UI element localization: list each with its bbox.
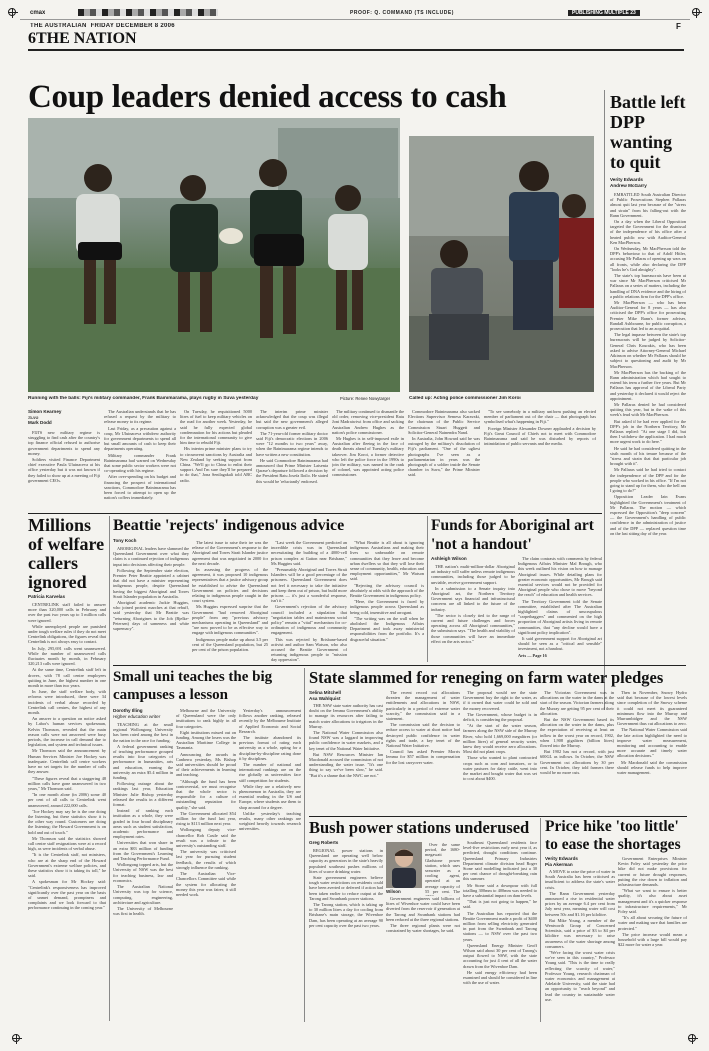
side-byline-1: Verity Edwards xyxy=(610,177,643,182)
side-para: On a day when the Liberal Opposition targeted the Government for the dismissal of the independence of his office after a heated public row with Auditor-General Ken MacPherson. xyxy=(610,219,686,245)
bush-para: The Australian has reported that the Beattie Government made a profit of $400 million from selling electricity generated in part from the Swanbank and Tarong stations — to NSW over the past two years. xyxy=(463,910,537,942)
lead-photo-koroi xyxy=(409,136,594,392)
uni-para: Announcing the awards in Canberra yesterday, Ms Bishop said universities should be proud of their achievements in learning and teaching. xyxy=(176,751,236,778)
side-para: Mr MacPherson has the backing of the Rann administration which had sought to extend his term a further five years. But Mr Pallaras has approval of the Liberal Party and yesterday it declared it would reject the appointment. xyxy=(610,369,686,401)
uni-para: A federal government ranking of teaching performance grouped results into four categories of performance in humanities, arts and education, earning the university an extra $5.4 million in funding. xyxy=(113,743,173,781)
price-byline-2: Pia Akerman xyxy=(545,861,573,867)
slug-center: PROOF: Q. COMMAND (TS INCLUDE) xyxy=(350,10,454,16)
folio-date: FRIDAY DECEMBER 8 2006 xyxy=(90,23,175,29)
funds-para: The claim contrasts with comments by federal Indigenous Affairs Minister Mal Brough, who this week outlined his vision on how to manage Aboriginal issues. While detailing plans for greater economic opportunities, Mr Brough said essential services would not be provided for Aboriginal people who chose to move "beyond the reach" of education and health services. xyxy=(518,556,602,598)
farm-col-1 xyxy=(309,703,383,813)
side-para: He said he had considered quitting in the sixth month of his tenure because of the "stress and strain that that particular job brought with it". xyxy=(610,445,686,467)
welfare-para: In June, the staff welfare body, with reforms were introduced, there were 34 incidents of verbal abuse recorded by Centrelink call centres, the highest of any month. xyxy=(28,689,106,716)
farm-para: Those who wanted to plant contracted crops such as corn and tomatoes, or to water pastures for dairy cattle, went into the market and bought water that was set to cost about $400. xyxy=(463,755,537,782)
uni-byline-1: Dorothy Illing xyxy=(113,708,143,713)
beattie-headline: Beattie 'rejects' indigenous advice xyxy=(113,517,345,534)
beattie-para: "What Beattie is all about is ignoring indigenous Australians and making their lives so unbearable on remote communities that they leave and become urban dwellers so that they will lose their sense of community, health, education and employment opportunities," Mr Watson said. xyxy=(350,540,424,582)
farm-byline xyxy=(309,690,383,701)
lead-photo-caption: Running with the balls: Fiji's military commander, Frank Bainimarama, plays rugby in Suva yesterday xyxy=(28,396,259,401)
bush-para: State government engineers believe tough water restrictions on residents could have been averted or deferred if action had been taken earlier to reduce output at the Tarong and Swanbank power stations. xyxy=(309,875,383,901)
welfare-para: In July, 295,691 calls went unanswered. While the number of unanswered calls fluctuates month by month, in February 320,213 calls were ignored. xyxy=(28,645,106,667)
farm-para: The National Water Commission said the late action highlighted the need to improve water measurement, monitoring and accounting to enable more accurate and timely water allocation decisions." xyxy=(617,727,687,759)
lower-rule xyxy=(309,816,687,817)
beattie-para: The latest issue to raise their ire was the release of the Government's response to the Aboriginal and Torres Strait Islander justice agreement that was negotiated in 2000 for the next decade. xyxy=(192,540,268,566)
lead-col-1 xyxy=(28,430,100,510)
farm-para: THE NSW state water authority has cast doubt on the Iemma Government's ability to manage its resources after failing to match water allocations to irrigators in the Murray. xyxy=(309,703,383,729)
funds-byline: Ashleigh Wilson xyxy=(431,556,467,561)
bush-col-2b xyxy=(386,896,460,1022)
farm-para: The proposal would see the state Government buy the right to the water, as if it owned that water could be sold and the money recovered. xyxy=(463,690,537,711)
slug-right: PUBLISHING MULTIPLE 23 xyxy=(568,10,640,16)
lead-para: Soldiers visited Finance Department chief executive Paula Uluinaceva at his office yesterday but it was not known if they failed to show up at a meeting of Fiji government CEOs. xyxy=(28,457,100,483)
farm-byline-1: Selina Mitchell xyxy=(309,690,341,695)
uni-para: Following outrage about the rankings last year, Education Minister Julie Bishop yesterday released the results in a different format. xyxy=(113,781,173,808)
lead-byline xyxy=(28,409,100,426)
side-para: Mr Pallaras denied he had considered quitting this year, but in the wake of this week's feud with Mr MacPherson. xyxy=(610,401,686,418)
farm-para: Mr Macdonald said the commission should release funds to help improve water management. xyxy=(617,759,687,776)
uni-para: The University of Melbourne was first in health. xyxy=(113,905,173,917)
uni-para: The institute abandoned its previous format of rating each university as a whole, opting for a discipline-by-discipline rating done it by disciplines. xyxy=(239,735,301,761)
beattie-divider xyxy=(427,516,428,662)
bush-col-3 xyxy=(463,840,537,1022)
funds-para: "The sector is closely tied to the range of current and future challenges and forces operating across all Aboriginal communities," the submission says. "The health and viability of those communities will have an immediate effect on the arts sector." xyxy=(431,612,515,644)
farm-para: The Government, whose budget is in deficit, is considering the proposal. xyxy=(463,711,537,723)
farm-para: The Victorian Government was in allocations on the water in the dams at the start of the season. Victorian farmers along the Murray are getting 95 per cent of their allocation. xyxy=(540,690,614,716)
funds-para: Arts — Page 16 xyxy=(518,652,547,658)
color-bars xyxy=(78,9,218,16)
beattie-col-1 xyxy=(113,546,189,662)
lead-para: "To see somebody in a military uniform pushing an elected member of parliament out of the chair — that photograph has symbolised what's happening in Fiji." xyxy=(484,409,596,425)
lead-col-4 xyxy=(256,409,328,510)
bush-para: Government engineers said billions of litres of Wivenhoe water could have been diverted from the reservoir if generation at the Tarong and Swanbank stations had been reduced at the three regional stations. xyxy=(386,896,460,922)
beattie-para: This was rejected by Brisbane-based activist and author Sam Watson, who also accused the Beattie Government of returning indigenous people to "mission day oppression". xyxy=(271,636,347,662)
beattie-col-2 xyxy=(192,540,268,662)
registration-mark-left xyxy=(8,8,16,16)
slug-left-code: cmax xyxy=(30,10,46,16)
lead-para: He said Commodore Bainimarama had announced that Prime Minister Laisenia Qarase's departure followed a decision by the President Ratu Josefa Iloilo. He stated this would be 'reluctantly' endorsed. xyxy=(256,457,328,484)
funds-para: THE nation's multi-million-dollar Aboriginal art industry will suffer unless remote indigenous communities, including those judged to be unviable, receive government support. xyxy=(431,564,515,585)
farm-para: Then in November, Snowy Hydro said that because of the lowest levels since completion of the Snowy scheme it could not meet its guaranteed minimum flow into the Murray and Murrumbidgee and the NSW Government thus cut allocations to zero. xyxy=(617,690,687,727)
lead-para: Military commander Frank Bainimarama had warned on Wednesday that some public sector workers were not co-operating with his regime. xyxy=(104,452,176,474)
bush-photo-wilson xyxy=(386,842,422,888)
beattie-para: Following the September state election, Premier Peter Beattie appointed a cabinet that did not have a minister representing indigenous people, despite Queensland having the biggest Aboriginal and Torres Strait Islander population in Australia. xyxy=(113,567,189,599)
uni-para: The Australian National University was top for science, computing, engineering, architecture and agriculture. xyxy=(113,884,173,905)
uni-para: Unlike yesterday's teaching results, many other rankings are weighted heavily towards research universities. xyxy=(239,810,301,832)
bush-para: "That is just not going to happen," he said. xyxy=(463,899,537,910)
uni-para: TEACHING at the small regional Wollongong University has been rated among the best in the nation in the race for funding. xyxy=(113,722,173,743)
funds-para: The Territory Government told the Senate committee, established after The Australian highlighted claims of unscrupulous "carpetbaggers" and commented on the high proportion of Aboriginal artists living in remote communities, that "any decline would have a significant policy implication". xyxy=(518,598,602,635)
lead-col-5 xyxy=(332,409,404,510)
lead-col-2 xyxy=(104,409,176,510)
uni-para: Instead of ranking each institution as a whole, they were graded in four broad disciplinary areas such as student satisfaction, academic performance and employment rates. xyxy=(113,808,173,840)
lead-para: Last Friday, as a precaution against a coup, Mr Uluinaceva withdrew authority for government departments to spend all but small amounts of cash to keep their departments operating. xyxy=(104,425,176,452)
side-para: The legal impasse between the state's top bureaucrats will be judged by Solicitor-General Chris Kourakis, who has been asked to advise Attorney-General Michael Atkinson on whether Mr Pallaras should be subject to questioning and audit by Mr MacPherson. xyxy=(610,332,686,369)
uni-para: Wollongong deputy vice-chancellor Rob Castle said the result was a tribute to the university's outstanding staff. xyxy=(176,827,236,849)
welfare-divider xyxy=(109,516,110,1021)
beattie-col-4 xyxy=(350,540,424,662)
side-headline: Battle left DPP wanting to quit xyxy=(610,92,686,172)
side-para: Mr Pallaras said he had tried to contact the independence of the DPP and for the people who worked in his office. "If I'm not going to stand up for them, who the hell am I going to do?" xyxy=(610,467,686,494)
bush-para: REGIONAL power stations in Queensland are operating well below capacity as generators in the state's heavily populated southeast pushes millions of litres of scarce drinking water. xyxy=(309,848,383,874)
bush-byline: Greg Roberts xyxy=(309,840,339,845)
price-byline xyxy=(545,856,615,867)
folio-paper xyxy=(30,23,175,29)
price-para: A MOVE to raise the price of water in South Australia has been criticised as insufficient to address the state's water crisis. xyxy=(545,869,615,890)
welfare-byline: Patricia Karvelas xyxy=(28,594,66,599)
price-headline: Price hike 'too little' to ease the shortages xyxy=(545,818,681,853)
lead-photo-rugby xyxy=(28,118,400,392)
price-para: "We're facing the worst water crisis we've seen in this country," Professor Young said. "This is the time to really reflecting the scarcity of water," Professor Young, research chairman of water economics and management at Adelaide University, said the state had an opportunity to "reach beyond" and lead the country in sustainable water use. xyxy=(545,950,615,1002)
price-para: "It's all about securing the future of water and making sure that families are protected." xyxy=(618,915,687,931)
beattie-byline: Tony Koch xyxy=(113,538,137,543)
welfare-body xyxy=(28,602,106,1020)
section-rule xyxy=(28,49,684,51)
uni-para: The university was criticised last year for pursuing student feedback, the results of which strongly influence the ranking. xyxy=(176,849,236,870)
bush-para: He said energy efficiency had been examined and should be considered in line with the use of water. xyxy=(463,969,537,986)
price-byline-1: Verity Edwards xyxy=(545,856,578,861)
welfare-headline: Millions of welfare callers ignored xyxy=(28,516,105,592)
lead-byline-1: Simon Kearney xyxy=(28,409,62,414)
price-col-2 xyxy=(618,856,687,1022)
price-col-1 xyxy=(545,869,615,1022)
welfare-para: While unemployed people are punished under tough welfare rules if they do not meet Centrelink obligations, the figures reveal that Centrelink is not always easy to contact. xyxy=(28,623,106,645)
side-body xyxy=(610,192,686,710)
folio-paper-name: THE AUSTRALIAN xyxy=(30,23,87,29)
funds-para: In a submission to a Senate inquiry into Aboriginal art, the Northern Territory Government says financial and infrastructural concerns are all linked to the future of the industry. xyxy=(431,585,515,612)
uni-col-2 xyxy=(176,708,236,1022)
side-column-divider xyxy=(604,90,605,710)
beattie-para: "The writing was on the wall when he abolished the Indigenous Affairs Department and took away ministerial responsibilities from the portfolio. It's a disgraceful situation." xyxy=(350,615,424,642)
farm-byline-2: Asa Wahlquist xyxy=(309,695,341,701)
uni-col-3 xyxy=(239,708,301,1022)
farm-col-5 xyxy=(617,690,687,813)
lead-col-3 xyxy=(180,409,252,510)
mid-rule xyxy=(113,665,686,666)
beattie-para: Ms Huggins expressed surprise that the Government "had removed Aboriginal people" from any "previous advisory mechanisms operating in Queensland" and "are now proved to be as effective way to engage with indigenous communities". xyxy=(192,604,268,636)
farm-col-4 xyxy=(540,690,614,813)
lead-para: The 71-year-old former military doctor said Fiji's democratic elections in 2006 were "12 months to two years" away, when the Bainimarama regime intends to have written a new constitution. xyxy=(256,430,328,457)
registration-mark-right xyxy=(692,8,700,16)
uni-byline-2: Higher education writer xyxy=(113,713,161,719)
lead-col-7 xyxy=(484,409,596,510)
beattie-para: Indigenous people make up about 3.5 per cent of the Queensland population, but 25 per cent of the prison population. xyxy=(192,636,268,653)
farm-col-3 xyxy=(463,690,537,813)
lead-para: His interim prime minister plans to try to circumvent sanctions by Australia and New Zealand by seeking support from China. "We'll go to China to enlist their support. And I'm sure they'll be prepared to do that," Jona Senilagakali told ABC radio. xyxy=(180,446,252,483)
side-para: The state's top bureaucrats have been at war since Mr MacPherson criticised Mr Pallaras on a series of matters, including the handling of DNA evidence and the hiring of a public relations firm for the DPP's office. xyxy=(610,273,686,299)
beattie-para: In assessing the progress of the agreement, it was proposed 10 indigenous representatives that a justice advisory group be established to advise the Queensland Government on policies and decisions relating to indigenous people caught in the court system. xyxy=(192,567,268,604)
uni-para: While they are a relatively new phenomenon in Australia, they are essential reading in the US and Europe, where students use them to shop around for a degree. xyxy=(239,783,301,810)
side-byline-2: Andrew McGarry xyxy=(610,182,647,188)
beattie-para: ABORIGINAL leaders have slammed the Queensland Government over what they claim is a continued rejection of indigenous input into decisions affecting their people. xyxy=(113,546,189,567)
welfare-para: At the same time, Centrelink staff left in droves, with 78 call centre employees quitting in June, the highest number in one month in more than two years. xyxy=(28,667,106,689)
lead-para: In Australia, John Howard said he was outraged by the military's dissolution of Fiji's parliament. "One of the ugliest photographs I've seen as a parliamentarian in years was the photograph of a soldier inside the Senate chamber in Suva," the Prime Minister said. xyxy=(408,436,480,478)
welfare-para: "It is the Centrelink staff, not ministers, who are at the sharp end of the Howard Government's extreme welfare policies, and these statistics show it is taking its toll," he said. xyxy=(28,852,106,879)
section-name: THE NATION xyxy=(36,30,137,47)
farm-para: Council has asked Premier Morris Iemma for $57 million in compensation for the lost carryover water. xyxy=(386,749,460,765)
lead-headline: Coup leaders denied access to cash xyxy=(28,79,507,115)
beattie-para: Aboriginal academic Jackie Huggins, who joined protest marches at that rebuff, said yesterday that Mr Beattie was "returning Aborigines to the Job (Bjelke-Petersen) days of sameness and white supremacy". xyxy=(113,600,189,632)
uni-para: Wollongong topped arts, but the University of NSW was the best for teaching business, law and economics. xyxy=(113,862,173,883)
uni-para: Eight institutions missed out on funding. Among the losers was the Australian Maritime College in Tasmania. xyxy=(176,729,236,751)
lead-bottom-rule xyxy=(28,513,602,514)
farm-headline: State slammed for reneging on farm water pledges xyxy=(309,668,664,687)
farm-para: But 1902 has not a record, with just 600GL as inflows. In October, the NSW Government cut allocations by 30 per cent. In October, they told farmers there would be no more cuts. xyxy=(540,749,614,776)
price-para: Government Enterprises Minister Kevin Foley said yesterday the price hike did not make provisions for current or future drought responses, putting the rise down to inflation and infrastructure demands. xyxy=(618,856,687,888)
welfare-para: CENTRELINK staff failed to answer more than 320,000 calls in February and over the past two years up to 3 million calls were ignored. xyxy=(28,602,106,623)
side-byline xyxy=(610,177,686,188)
uni-para: The Australian Vice-Chancellors Committee said while the system for allocating the money this year was fairer, it still needed work. xyxy=(176,871,236,897)
lead-para: On Tuesday, he requisitioned 5000 litres of fuel to keep military vehicles on the road for another week. Yesterday, he said he fully expected global condemnation for his actions but pleaded for the international community to give him time to rebuild Fiji. xyxy=(180,409,252,446)
registration-mark-bottom-right xyxy=(688,1034,698,1044)
uni-para: Universities that won share in an extra $83 million of funding from the Government's Learning and Teaching Performance Fund. xyxy=(113,840,173,862)
side-para: But asked if he had ever applied for the DPP's job in the Northern Territory, Mr Pallaras replied: "At one stage I did, but then I withdrew the application. I had much more urgent work to do here." xyxy=(610,418,686,445)
side-para: Opposition Leader Iain Evans highlighted the Government's treatment of Mr Pallaras. The motion — which expressed the Opposition's "deep concern" — the Government's handling of public confidence in the administration of justice and of the DPP — replaced question time on the last sitting day of the year. xyxy=(610,494,686,536)
lead-para: Commodore Bainimarama also sacked Elections Supervisor Semesa Karavaki, the chairman of the Public Service Commission Stuart Huggett and Solicitor-General Nainendra Nand. xyxy=(408,409,480,435)
side-para: Mr MacPherson — who has been Auditor-General for 8 years — has also criticised the DPP's office for prosecuting Premier Mike Rann's former adviser, Randall Ashbourne, for public corruption, a prosecution that led to an acquittal. xyxy=(610,300,686,332)
uni-para: Melbourne and the University of Queensland were the only institutions to rank highly in all four categories. xyxy=(176,708,236,729)
uni-para: The number of national and international rankings are on the rise globally as universities face stiff competition for students. xyxy=(239,762,301,783)
farm-para: The recent record cut allocations threaten the management of water entitlements and allocations in NSW, particularly in a period of extreme water scarcity," the commission said in a statement. xyxy=(386,690,460,722)
bush-para: Mr Stone said a downpour with full totalling 300mm to 400mm was needed to have a substantial impact on dam levels. xyxy=(463,882,537,899)
funds-headline: Funds for Aboriginal art 'not a handout' xyxy=(431,517,594,553)
lead-para: Mr Hughes is in self-imposed exile in Australian after fleeing in the face of death threats ahead of Tuesday's military takeover. Jim Koroi, a former detective who left the police force in the 1990s to join the military, was named in the rank of colonel, was appointed acting police commissioner. xyxy=(332,436,404,478)
lead-photo2-caption: Called up: Acting police commissioner Jim Koroi xyxy=(409,396,521,401)
side-para: EMBATTLED South Australian Director of Public Prosecutions Stephen Pallaras almost quit last year because of the "stress and strain" from his falling-out with the Rann Government. xyxy=(610,192,686,218)
welfare-para: A spokesman for Mr Hockey said: "Centrelink's responsiveness has improved significantly over the past year on the basis of unmet demand, promptness and complaints and we look forward to that performance continuing in the coming year." xyxy=(28,879,106,911)
beattie-para: "Rejecting the advisory council is absolutely at odds with the approach of the Beattie Government in indigenous policy. xyxy=(350,582,424,599)
bush-para: The three regional plants were not constrained by water shortages, he said. xyxy=(386,923,460,934)
beattie-para: "Presumably Aboriginal and Torres Strait Islanders will be a good percentage of the prisoners. Queensland Government does not feel it necessary to take the initiative and keep them out of prison, but build more prisons — it's just a wonderful response, isn't it." xyxy=(271,567,347,604)
welfare-para: "Joe Hockey may say he is the one doing the listening, but these statistics show it is the other way round. Customers are doing the listening; the Howard Government is on hold and out of touch." xyxy=(28,808,106,835)
bush-para: The Tarong station, which is taking up to 30 million litres a day for cooling from Brisbane's main storage, the Wivenhoe Dam, has been operating at an average 90 per cent capacity over the past two years. xyxy=(309,902,383,928)
lead-para: The interim prime minister acknowledged that the coup was illegal but said the new government's alleged corruption was a greater evil. xyxy=(256,409,328,430)
beattie-para: Government's rejection of the advisory council included a stipulation that "negotiation tables and mainstream social policy" remain a "vital" mechanism for co-ordination of indigenous and community engagement. xyxy=(271,604,347,636)
slug-bar xyxy=(20,6,690,20)
lead-para: The military continued to dismantle the old order, removing vice-president Ratu Joni Madraiwiwi from office and sacking Australian Andrew Hughes as the nation's police commissioner. xyxy=(332,409,404,435)
lead-byline-2: Suva xyxy=(28,414,39,420)
uni-divider xyxy=(304,668,305,1022)
uni-para: Yesterday's announcement follows another ranking, released recently by the Melbourne Institute of Applied Economic and Social Research. xyxy=(239,708,301,734)
uni-para: "Although the fund has been controversial, we must recognise that the whole sector is responsible for a culture of outstanding reputation for quality," she said. xyxy=(176,778,236,810)
registration-mark-bottom-left xyxy=(12,1034,22,1044)
farm-para: "At the start of the water season, farmers along the NSW side of the Murray River, who hold 1,669,000 megalitres (or million litres) of general security water, knew they would receive zero allocations. Most did not plant crops. xyxy=(463,723,537,755)
lead-col-6 xyxy=(408,409,480,510)
funds-col-1 xyxy=(431,564,515,662)
section-heading xyxy=(28,30,137,48)
lead-para: After over-spending on his budget and financing the prospect of international sanctions, Commodore Bainimarama has been forced to attempt to open up the nation's coffers immediately. xyxy=(104,474,176,501)
lead-para: The Australian understands that he has refused a request by the military to release money to its regime. xyxy=(104,409,176,425)
bush-col-1 xyxy=(309,848,383,1022)
rugby-scene-illustration xyxy=(28,118,400,392)
beattie-para: "Last week the Government predicted an incredible crisis was in Queensland necessitating the building of a 4000-cell prison complex at Gatton near Brisbane," Ms Huggins said. xyxy=(271,540,347,566)
welfare-para: An answer to a question on notice asked by Labor's human services spokesman, Kelvin Thomson, revealed that the main reason calls were not answered were busy periods, the increase in call demand due to legislation, and system and technical issues. xyxy=(28,716,106,748)
price-para: The price increase would mean a household with a large bill would pay $22 more for water a year. xyxy=(618,931,687,948)
bush-photo-caption: Wilson xyxy=(386,889,401,894)
page-number: 6 xyxy=(28,30,36,47)
beattie-para: "Here, the Government is faced by indigenous people across Queensland as being cold, insensitive and arrogant. xyxy=(350,599,424,615)
welfare-para: "In one month alone (in 2006) some 40 per cent of all calls to Centrelink went unanswered, around 222,000 calls. xyxy=(28,792,106,808)
side-para: On Wednesday, Mr MacPherson told the DPP's behaviour to that of Adolf Hitler, accusing Mr Pallaras of opening up wars on all fronts, while also declaring the DPP "looks he's God almighty". xyxy=(610,246,686,272)
price-para: "What we want to ensure is better quality, it's also about asset management and it's a quicker response to infrastructure requirements," Mr Foley said. xyxy=(618,888,687,915)
lead-byline-3: Mark Dodd xyxy=(28,420,52,426)
beattie-col-3 xyxy=(271,540,347,662)
farm-para: The National Water Commission also found NSW was a laggard in improving public confidence in water markets, and a key tenet of the National Water Initiative. xyxy=(309,730,383,751)
uni-col-1 xyxy=(113,722,173,1022)
folio-f: F xyxy=(676,22,681,31)
bush-para: Queensland Energy Minister Geoff Wilson said about 30 per cent of Tarong's output flowed to NSW, with the state accounting for just 4 cent of all the water drawn from the Wivenhoe Dam. xyxy=(463,942,537,969)
lead-para: FIJI'S new military regime is struggling to find cash after the country's top finance official refused to authorise government departments to spend any money. xyxy=(28,430,100,456)
welfare-para: Mr Thomson said the statistics showed call centre staff resignations were at a record high, as were incidents of verbal abuse. xyxy=(28,835,106,852)
funds-para: It said government support for Aboriginal art should be seen as a "critical and sensible" investment, not a handout. xyxy=(518,636,602,652)
bush-para: Over the same period, the 1680-megawatt Gladstone power station, which uses seawater as a cooling agent, operated at an average capacity of 55 per cent. The xyxy=(425,842,460,894)
bush-col-2 xyxy=(425,842,460,896)
welfare-para: "These figures reveal that a staggering 48 million calls have gone unanswered in two years," Mr Thomson said. xyxy=(28,775,106,791)
price-para: But Mike Young, a member of the Wentworth Group of Concerned Scientists, said a price of $3 to $4 per kilolitre was necessary to raise awareness of the water shortage among consumers. xyxy=(545,917,615,949)
farm-para: The commission said the decision to reduce access to water at short notice had destroyed public confidence in water rights and trade, a key tenet of the National Water Initiative. xyxy=(386,722,460,749)
uni-para: The Government allocated $54 million for the fund last year, rising to $113 million next year. xyxy=(176,810,236,827)
farm-para: But the NSW Government based its allocation on the water in the dams, plus the expectation of receiving at least an inflow in the worst year on record, 1902, when 1,908 gigalitres (billion litres) flowed into the Murray. xyxy=(540,717,614,749)
welfare-para: Mr Thomson said the announcement by Human Services Minister Joe Hockey was inadequate. Centrelink call centre workers have no set targets for the number of calls they answer. xyxy=(28,748,106,775)
bush-headline: Bush power stations underused xyxy=(309,818,530,837)
bush-para: Southeast Queensland residents face level-five restrictions early next year if, as predicted, drought conditions continue. Queensland Primary Industries Department climate division head Roger Stone said modelling indicated just a 30 per cent chance of drought-breaking rain this summer. xyxy=(463,840,537,882)
price-para: The Rann Government yesterday announced a rise in residential water prices by an average 6.4 per cent from July next year, meaning water will cost between 50c and $1.16 per kilolitre. xyxy=(545,890,615,917)
lead-photo-credit: Picture: Renee Nowytarger xyxy=(340,396,391,401)
bush-divider xyxy=(540,818,541,1022)
uni-headline: Small uni teaches the big campuses a lesson xyxy=(113,669,273,703)
lead-para: Foreign Minister Alexander Downer applauded a decision by Fiji's Great Council of Chiefs not to meet with Commodore Bainimarama and said he was disturbed by reports of intimidation of public servants and the media. xyxy=(484,425,596,447)
wilson-portrait-illustration xyxy=(386,842,422,888)
farm-para: But NSW Resources Minister Ian Macdonald accused the commission of not understanding the water issue. "It's one thing to say we've been slow," he said. "But it's a shame that the NWC are not." xyxy=(309,751,383,778)
koroi-scene-illustration xyxy=(409,136,594,392)
farm-col-2 xyxy=(386,690,460,813)
funds-col-2 xyxy=(518,556,602,662)
